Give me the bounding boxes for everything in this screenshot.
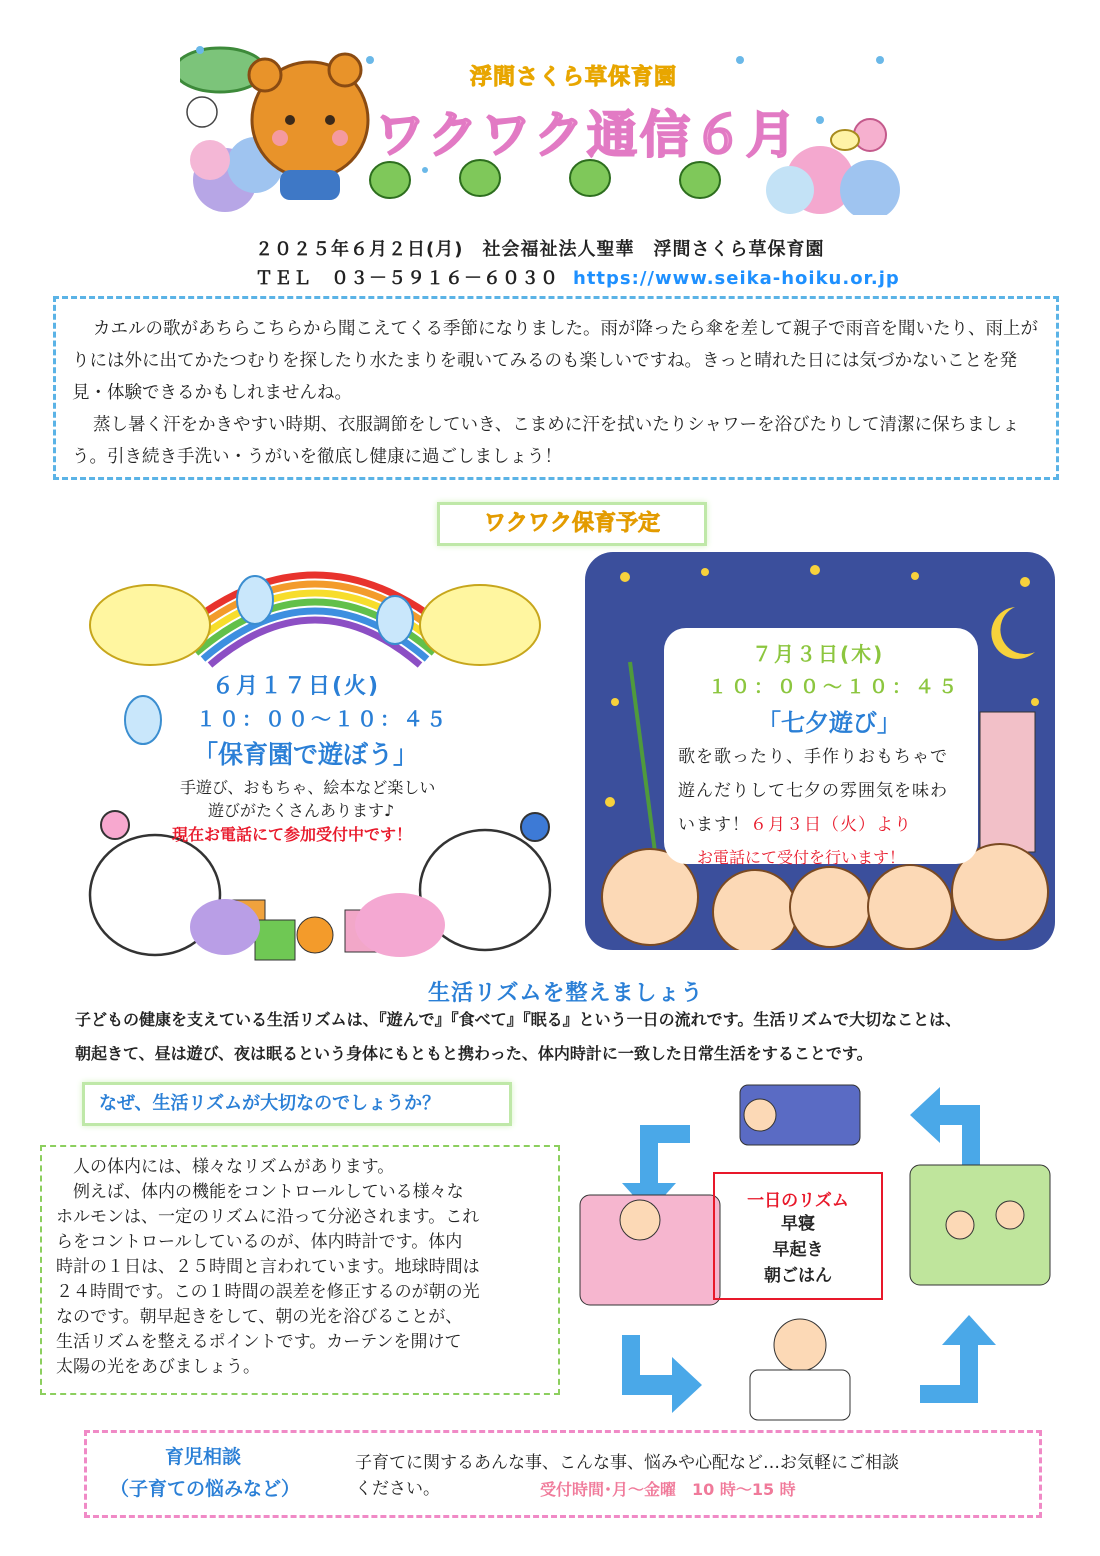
daily-rhythm-item: 早寝 <box>781 1214 815 1234</box>
event1-note: 現在お電話にて参加受付中です！ <box>172 825 413 844</box>
daily-rhythm-title: 一日のリズム <box>747 1191 849 1211</box>
why-line: ２４時間です。この１時間の誤差を修正するのが朝の光 <box>56 1282 480 1302</box>
event1-time: １０：００～１０：４５ <box>196 707 449 731</box>
teruteru-doll <box>187 97 217 127</box>
rhythm-text-1: 子どもの健康を支えている生活リズムは、『遊んで』『食べて』『眠る』という一日の流れです。生活リズムで大切なことは、 <box>75 1010 962 1029</box>
playing-children-icon <box>910 1165 1050 1285</box>
why-line: らをコントロールしているのが、体内時計です。体内 <box>56 1232 463 1252</box>
cloud-icon <box>90 585 540 665</box>
event2-description-2: 遊んだりして七夕の雰囲気を味わ <box>678 781 948 801</box>
why-line: 太陽の光をあびましょう。 <box>56 1357 260 1377</box>
why-line: 時計の１日は、２５時間と言われています。地球時間は <box>56 1257 480 1277</box>
event2-description-3 <box>678 810 912 835</box>
why-line: ホルモンは、一定のリズムに沿って分泌されます。これ <box>56 1207 480 1227</box>
consultation-subtitle: （子育ての悩みなど） <box>110 1478 301 1500</box>
rhythm-heading: 生活リズムを整えましょう <box>428 981 704 1006</box>
newsletter-title: ワクワク通信６月 <box>375 106 799 164</box>
event2-registration-date: ６月３日（火）より <box>750 815 912 835</box>
moon-icon <box>991 607 1035 659</box>
snail-character <box>831 119 886 151</box>
why-line: 生活リズムを整えるポイントです。カーテンを開けて <box>56 1332 462 1352</box>
why-line: 人の体内には、様々なリズムがあります。 <box>56 1157 395 1177</box>
waking-child-icon <box>580 1195 720 1305</box>
why-line: なのです。朝早起きをして、朝の光を浴びることが、 <box>56 1307 463 1327</box>
bamboo-icon <box>630 662 655 852</box>
tel-number: ＴＥＬ ０３－５９１６－６０３０ <box>255 268 559 289</box>
event1-date: ６月１７日(火) <box>212 674 381 699</box>
consultation-text-2: ください。 <box>355 1479 440 1499</box>
consultation-hours: 受付時間･月～金曜 10 時～15 時 <box>540 1480 796 1499</box>
rhythm-text-2: 朝起きて、昼は遊び、夜は眠るという身体にもともと携わった、体内時計に一致した日常生活をすることです。 <box>75 1044 873 1063</box>
event1-title: 「保育園で遊ぼう」 <box>193 740 419 769</box>
event2-date: ７月３日(木) <box>752 642 885 666</box>
consultation-title: 育児相談 <box>165 1446 242 1468</box>
intro-paragraph-2: 蒸し暑く汗をかきやすい時期、衣服調節をしていき、こまめに汗を拭いたりシャワーを浴びたりして清潔に保ちましょう。引き続き手洗い・うがいを徹底し健康に過ごしましょう！ <box>72 415 1020 467</box>
website-link[interactable]: https://www.seika-hoiku.or.jp <box>573 268 900 289</box>
event2-description-1: 歌を歌ったり、手作りおもちゃで <box>678 747 948 767</box>
daily-rhythm-item: 朝ごはん <box>764 1266 832 1286</box>
event2-description-3a: います！ <box>678 815 750 835</box>
event2-title: 「七夕遊び」 <box>757 709 901 737</box>
building-icon <box>980 712 1035 852</box>
intro-paragraph-1: カエルの歌があちらこちらから聞こえてくる季節になりました。雨が降ったら傘を差して親子で雨音を聞いたり、雨上がりには外に出てかたつむりを探したり水たまりを覗いてみるのも楽しいですね。きっと晴れた日には気づかないことを発見・体験できるかもしれませんね。 <box>72 319 1038 403</box>
date-line: ２０２５年６月２日(月) 社会福祉法人聖華 浮間さくら草保育園 <box>255 239 825 260</box>
daily-rhythm-item: 早起き <box>772 1240 824 1260</box>
daily-rhythm-box <box>713 1172 883 1300</box>
schedule-heading: ワクワク保育予定 <box>437 502 707 546</box>
gift-boxes <box>190 893 445 960</box>
org-name: 浮間さくら草保育園 <box>470 65 678 90</box>
why-heading: なぜ、生活リズムが大切なのでしょうか？ <box>82 1082 512 1126</box>
eating-child-icon <box>750 1319 850 1420</box>
why-explanation-box <box>40 1145 560 1395</box>
intro-box <box>53 296 1059 480</box>
event1-description-1: 手遊び、おもちゃ、絵本など楽しい <box>180 778 436 797</box>
contact-line <box>255 264 900 290</box>
consultation-text-1: 子育てに関するあんな事、こんな事、悩みや心配など…お気軽にご相談 <box>355 1453 899 1473</box>
event2-note: お電話にて受付を行います！ <box>697 848 906 867</box>
sleeping-child-icon <box>740 1085 860 1145</box>
event1-description-2: 遊びがたくさんあります♪ <box>208 801 395 820</box>
event2-time: １０：００～１０：４５ <box>708 676 962 698</box>
why-line: 例えば、体内の機能をコントロールしている様々な <box>56 1182 464 1202</box>
